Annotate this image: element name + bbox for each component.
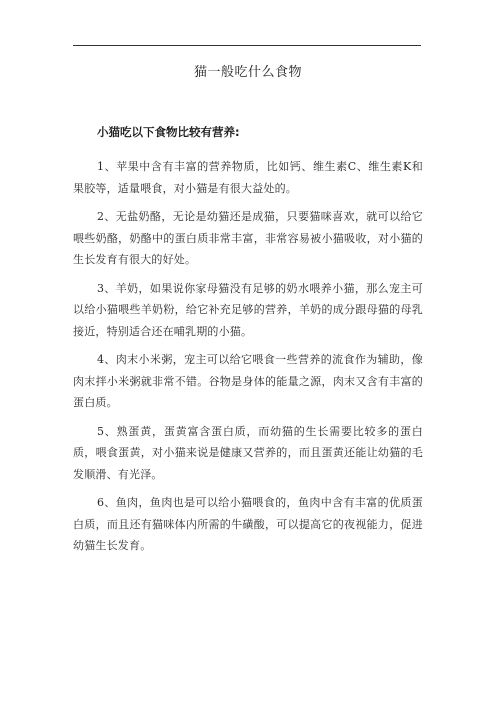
document-body [73,156,423,564]
paragraph-2: 2、无盐奶酪，无论是幼猫还是成猫，只要猫咪喜欢，就可以给它喂些奶酪，奶酪中的蛋白质非常丰富，非常容易被小猫吸收，对小猫的生长发育有很大的好处。 [73,210,423,266]
paragraph-4: 4、肉末小米粥，宠主可以给它喂食一些营养的流食作为辅助，像肉末拌小米粥就非常不错。谷物是身体的能量之源，肉末又含有丰富的蛋白质。 [73,353,423,409]
section-heading: 小猫吃以下食物比较有营养: [97,125,240,139]
paragraph-3: 3、羊奶，如果说你家母猫没有足够的奶水喂养小猫，那么宠主可以给小猫喂些羊奶粉，给它补充足够的营养，羊奶的成分跟母猫的母乳接近，特别适合还在哺乳期的小猫。 [73,281,423,338]
paragraph-6: 6、鱼肉，鱼肉也是可以给小猫喂食的，鱼肉中含有丰富的优质蛋白质，而且还有猫咪体内所需的牛磺酸，可以提高它的夜视能力，促进幼猫生长发育。 [73,496,423,552]
header-rule [73,45,421,46]
paragraph-1: 1、苹果中含有丰富的营养物质，比如钙、维生素C、维生素K和果胶等，适量喂食，对小猫是有很大益处的。 [73,160,423,195]
paragraph-5: 5、熟蛋黄，蛋黄富含蛋白质，而幼猫的生长需要比较多的蛋白质，喂食蛋黄，对小猫来说是健康又营养的，而且蛋黄还能让幼猫的毛发顺滑、有光泽。 [73,424,423,481]
document-title: 猫一般吃什么食物 [193,65,302,80]
